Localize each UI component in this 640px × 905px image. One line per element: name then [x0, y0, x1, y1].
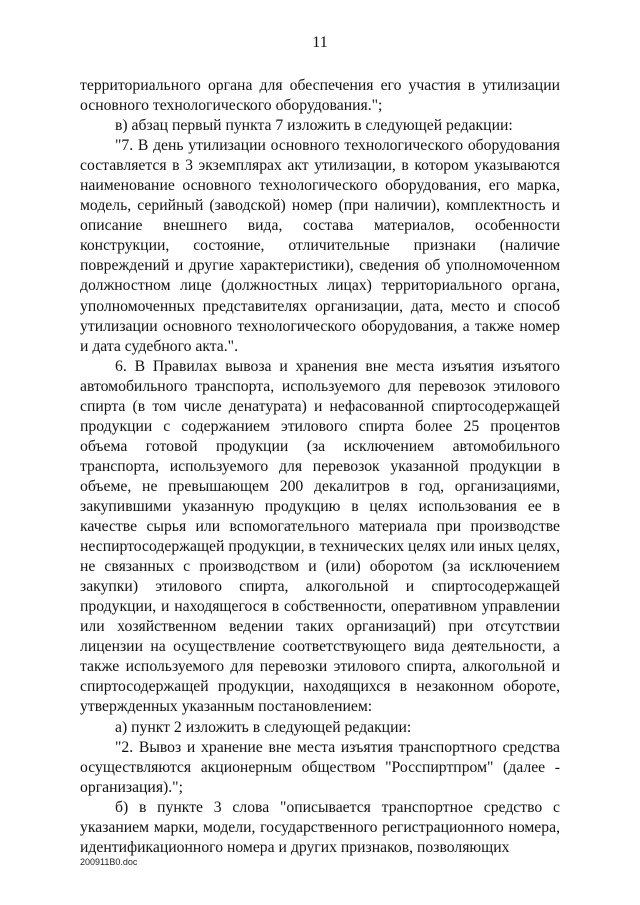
- page-number: 11: [312, 34, 328, 51]
- paragraph-item-v: в) абзац первый пункта 7 изложить в следующей редакции:: [115, 117, 513, 135]
- paragraph-item-a: а) пункт 2 изложить в следующей редакции:: [115, 718, 412, 736]
- footer-filename: 200911B0.doc: [80, 857, 138, 867]
- paragraph-section-6: 6. В Правилах вывоза и хранения вне места изъятия изъятого автомобильного транспорта, используемого для перевозок этилового спирта (в том числе денатурата) и нефасованной спиртосодержащей продукции с содержанием этилового спирта более 25 процентов объема готовой продукции (за исключением автомобильного транспорта, используемого для перевозок указанной продукции в объеме, не превышающем 200 декалитров в год, организациями, закупившими указанную продукцию в целях использования ее в качестве сырья или вспомогательного материала при производстве неспиртосодержащей продукции, в технических целях или иных целях, не связанных с производством и (или) оборотом (за исключением закупки) этилового спирта, алкогольной и спиртосодержащей продукции, и находящегося в собственности, оперативном управлении или хозяйственном ведении таких организаций) при отсутствии лицензии на осуществление соответствующего вида деятельности, а также используемого для перевозки этилового спирта, алкогольной и спиртосодержащей продукции, находящихся в незаконном обороте, утвержденных указанным постановлением:: [80, 357, 560, 716]
- paragraph-continuation: территориального органа для обеспечения его участия в утилизации основного технологического оборудования.";: [80, 77, 560, 115]
- paragraph-point-2: "2. Вывоз и хранение вне места изъятия транспортного средства осуществляются акционерным обществом "Росспиртпром" (далее - организация).";: [80, 738, 560, 796]
- document-body: [80, 76, 560, 858]
- paragraph-item-b: б) в пункте 3 слова "описывается транспортное средство с указанием марки, модели, государственного регистрационного номера, идентификационного номера и других признаков, позволяющих: [80, 798, 560, 856]
- paragraph-point-7: "7. В день утилизации основного технологического оборудования составляется в 3 экземплярах акт утилизации, в котором указываются наименование основного технологического оборудования, его марка, модель, серийный (заводской) номер (при наличии), комплектность и описание внешнего вида, состава материалов, особенности конструкции, состояние, отличительные признаки (наличие повреждений и другие характеристики), сведения об уполномоченном должностном лице (должностных лицах) территориального органа, уполномоченных представителях организации, дата, место и способ утилизации основного технологического оборудования, а также номер и дата судебного акта.".: [80, 137, 560, 355]
